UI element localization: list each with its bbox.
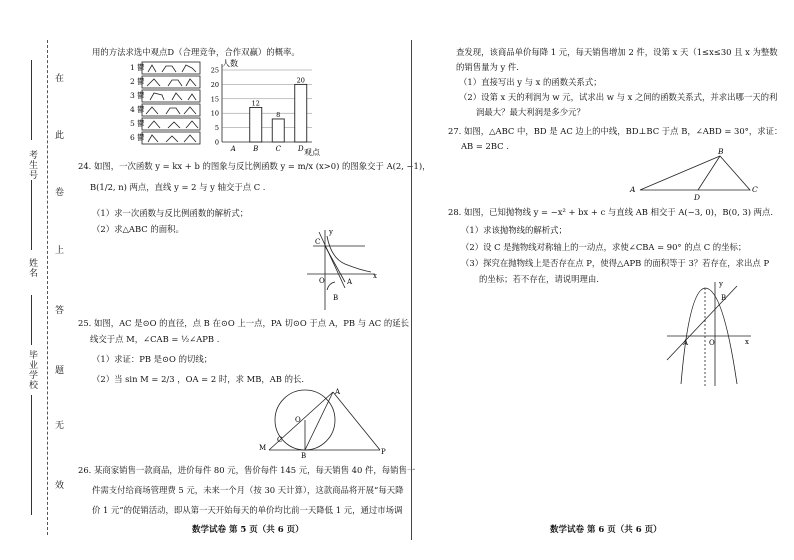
q26-cont-a: 查发现，该商品单价每降 1 元，每天销售增加 2 件，设第 x 天（1≤x≤30 且 x 为整数 xyxy=(456,47,778,57)
fig25-label-p: P xyxy=(381,448,386,456)
q28-part3b: 的坐标；若不存在，请说明理由. xyxy=(479,274,599,284)
q28-part1: （1）求该抛物线的解析式； xyxy=(461,225,567,235)
blank-school-top xyxy=(31,295,32,345)
bar-label: 8 xyxy=(276,110,281,119)
fig24-label-y: y xyxy=(329,228,333,236)
fig28-label-b: B xyxy=(721,294,727,302)
q26-line3: 价 1 元”的促销活动，即从第一天开始每天的单价均比前一天降低 1 元，通过市场调 xyxy=(92,505,403,515)
label-name: 姓名 xyxy=(27,258,37,278)
q26-line1: 26. 某商家销售一款商品，进价每件 80 元，售价每件 145 元，每天销售 40 件，每销售一 xyxy=(78,465,416,475)
q25-line2: 线交于点 M，∠CAB = ½∠APB . xyxy=(90,334,220,344)
label-school: 毕业学校 xyxy=(27,350,37,390)
q27-line2: AB = 2BC . xyxy=(461,141,509,151)
seal-char: 答 xyxy=(53,305,63,315)
bar xyxy=(272,119,284,142)
fig27-label-d: D xyxy=(694,193,701,202)
seal-char: 效 xyxy=(53,480,63,490)
q28-line1: 28. 如图，已知抛物线 y = −x² + bx + c 与直线 AB 相交于 A(−3, 0)，B(0, 3) 两点. xyxy=(448,207,774,217)
y-tick-label: 20 xyxy=(210,80,219,89)
q28-figure xyxy=(665,280,755,390)
fig25-label-c: C xyxy=(277,436,283,444)
q24-line1: 24. 如图，一次函数 y = kx + b 的图象与反比例函数 y = m/x (x>0) 的图象交于 A(2, −1)， xyxy=(78,161,431,171)
fig24-label-x: x xyxy=(373,272,377,280)
q24-figure xyxy=(305,228,385,313)
card-label: 1 鬱 xyxy=(130,63,145,72)
label-exam-number: 考生号 xyxy=(27,150,37,180)
q25-figure xyxy=(259,388,390,460)
q25-part2: （2）当 sin M = 2/3 ，OA = 2 时，求 MB，AB 的长. xyxy=(92,374,304,384)
card-label: 2 鬱 xyxy=(130,77,145,86)
fig28-label-y: y xyxy=(719,280,723,288)
y-tick-label: 15 xyxy=(210,95,219,104)
blank-exam-number xyxy=(31,60,32,140)
q26-cont-b: 的销售量为 y 件. xyxy=(456,62,519,72)
y-tick-label: 5 xyxy=(214,124,219,133)
q24-part1: （1）求一次函数与反比例函数的解析式； xyxy=(92,208,249,218)
y-tick-label: 10 xyxy=(210,109,219,118)
q26-part1: （1）直接写出 y 与 x 的函数关系式； xyxy=(459,77,602,87)
y-tick-label: 25 xyxy=(210,66,219,75)
seal-char: 上 xyxy=(53,245,63,255)
q28-part3a: （3）探究在抛物线上是否存在点 P，使得△APB 的面积等于 3？若存在，求出点 P xyxy=(461,258,770,268)
q24-line2: B(1/2, n) 两点，直线 y = 2 与 y 轴交于点 C . xyxy=(90,182,266,192)
card-label: 6 鬱 xyxy=(130,133,145,142)
bar-label: 12 xyxy=(251,99,260,108)
seal-char: 卷 xyxy=(53,187,63,197)
q25-line1: 25. 如图，AC 是⊙O 的直径，点 B 在⊙O 上一点，PA 切⊙O 于点 A，PB 与 AC 的延长 xyxy=(78,318,409,328)
q27-line1: 27. 如图，△ABC 中，BD 是 AC 边上的中线，BD⊥BC 于点 B，∠ABD = 30°，求证： xyxy=(448,126,783,136)
page-divider xyxy=(411,40,412,540)
x-tick-label: D xyxy=(297,145,304,153)
fig28-label-x: x xyxy=(745,338,749,346)
fig27-label-b: B xyxy=(718,147,724,156)
blank-name xyxy=(31,180,32,250)
seal-char: 题 xyxy=(53,365,63,375)
q24-part2: （2）求△ABC 的面积。 xyxy=(92,224,184,234)
x-tick-label: A xyxy=(230,145,236,153)
card-label: 5 鬱 xyxy=(130,119,145,128)
seal-char: 在 xyxy=(53,73,63,83)
fig27-label-a: A xyxy=(630,185,636,194)
fig24-label-b: B xyxy=(333,294,339,302)
binding-line xyxy=(47,40,48,535)
seal-char: 此 xyxy=(53,130,63,140)
fig25-label-m: M xyxy=(259,444,267,452)
q26-part2a: （2）设第 x 天的利润为 w 元，试求出 w 与 x 之间的函数关系式，并求出哪一天的利 xyxy=(459,92,778,102)
card-illustrations xyxy=(142,60,202,146)
x-tick-label: B xyxy=(253,145,259,153)
footer-left: 数学试卷 第 5 页（共 6 页） xyxy=(192,525,304,535)
bar xyxy=(295,84,307,142)
q28-part2: （2）设 C 是抛物线对称轴上的一动点，求使∠CBA = 90° 的点 C 的坐标； xyxy=(461,242,747,252)
card-label: 4 鬱 xyxy=(130,105,145,114)
bar-chart xyxy=(200,58,320,158)
q26-line2: 件需支付给商场管理费 5 元，未来一个月（按 30 天计算），这款商品将开展“每天降 xyxy=(92,485,404,495)
q26-part2b: 润最大？最大利润是多少元？ xyxy=(476,107,585,117)
bar-label: 20 xyxy=(296,76,305,85)
chart-xlabel: 观点 xyxy=(304,148,320,157)
chart-ylabel: 人数 xyxy=(222,59,238,68)
fig25-label-o: O xyxy=(295,416,301,424)
y-tick-label: 0 xyxy=(214,138,219,147)
fig24-label-c: C xyxy=(315,238,321,246)
q23-tail: 用的方法求选中观点D（合理竞争，合作双赢）的概率。 xyxy=(92,47,300,57)
fig24-label-o: O xyxy=(319,277,325,285)
seal-char: 无 xyxy=(53,420,63,430)
card-label: 3 鬱 xyxy=(130,91,145,100)
bar xyxy=(250,107,262,142)
fig24-label-a: A xyxy=(347,278,353,286)
footer-right: 数学试卷 第 6 页（共 6 页） xyxy=(550,525,662,535)
fig25-label-b: B xyxy=(301,452,307,460)
fig25-label-a: A xyxy=(335,388,341,396)
x-tick-label: C xyxy=(275,145,281,153)
q27-figure xyxy=(630,147,760,202)
fig28-label-o: O xyxy=(709,339,715,347)
q25-part1: （1）求证：PB 是⊙O 的切线； xyxy=(92,354,213,364)
fig27-label-c: C xyxy=(752,185,758,194)
blank-school-bottom xyxy=(31,395,32,515)
fig28-label-a: A xyxy=(683,339,689,347)
